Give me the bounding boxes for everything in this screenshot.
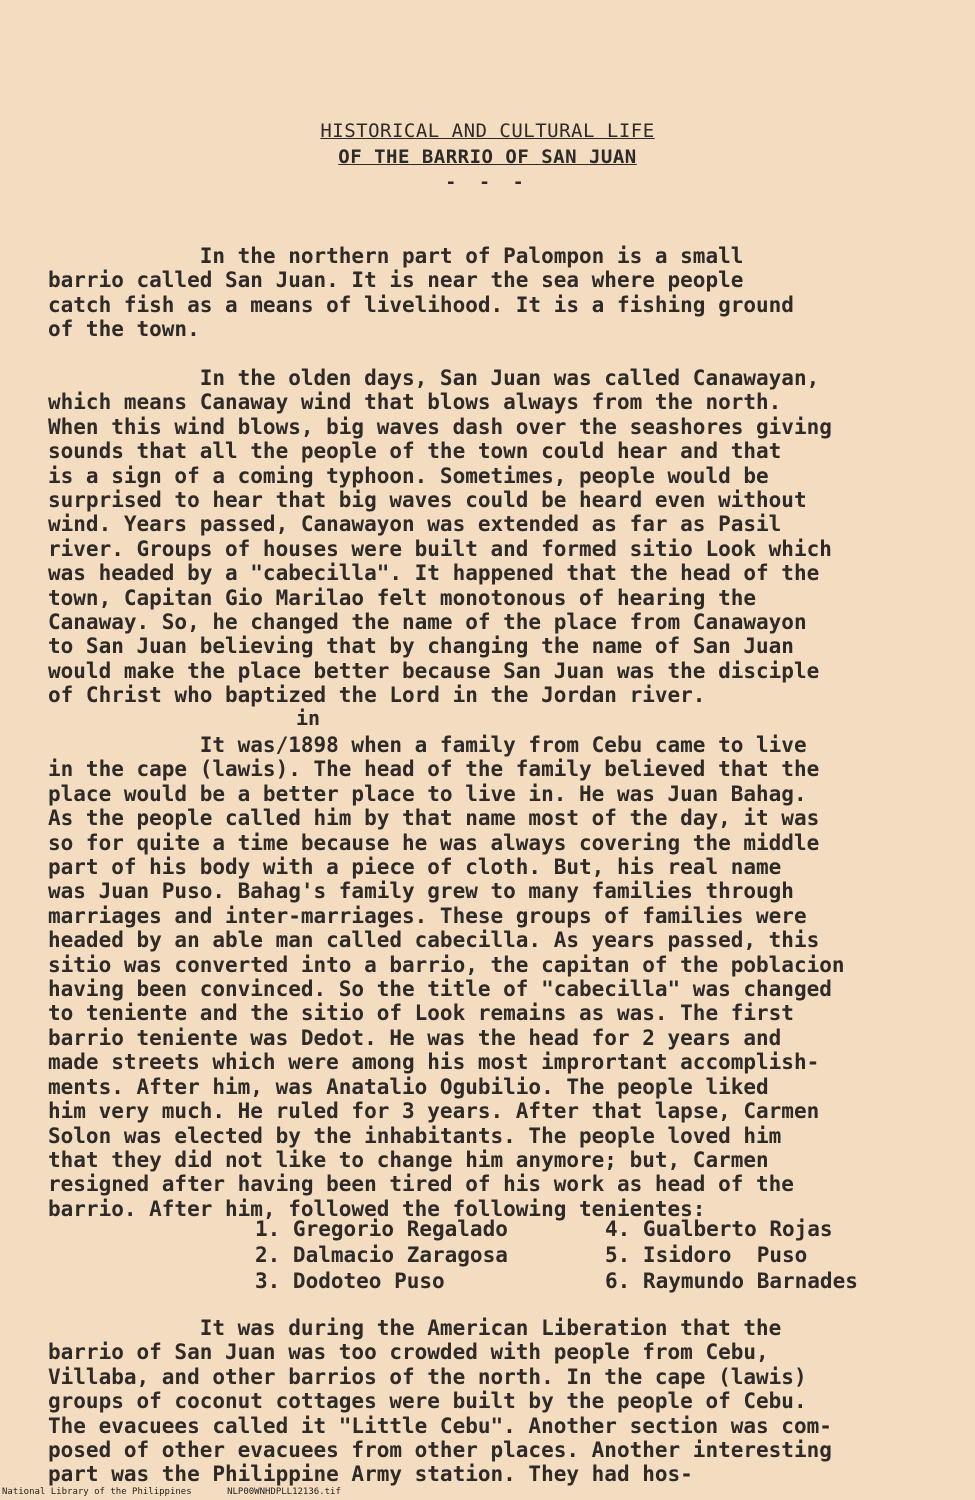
title-line-1: HISTORICAL AND CULTURAL LIFE <box>320 120 655 142</box>
list-item: 4. Gualberto Rojas <box>605 1217 833 1241</box>
handwritten-insertion: in <box>296 706 321 730</box>
list-item: 2. Dalmacio Zaragosa <box>255 1243 508 1267</box>
list-item: 5. Isidoro Puso <box>605 1243 808 1267</box>
list-item: 1. Gregorio Regalado <box>255 1217 508 1241</box>
tenientes-list-column-1 <box>255 1216 508 1294</box>
paragraph-4: It was during the American Liberation that the barrio of San Juan was too crowded with people from Cebu, Villaba, and other barrios of the north. In the cape (lawis) groups of coconut cottages were built by the people of Cebu. The evacuees called it "Little Cebu". Another section was com- posed of other evacuees from other places. Another interesting part was the Philippine Army station. They had hos- <box>48 1316 832 1487</box>
title-divider: - - - <box>445 172 530 193</box>
list-item: 3. Dodoteo Puso <box>255 1269 445 1293</box>
file-name: NLP00WNHDPLL12136.tif <box>227 1487 341 1497</box>
library-name: National Library of the Philippines <box>2 1487 192 1497</box>
tenientes-list-column-2 <box>605 1216 858 1294</box>
scan-footer <box>2 1487 371 1497</box>
paragraph-3: It was/1898 when a family from Cebu came to live in the cape (lawis). The head of the family believed that the place would be a better place to live in. He was Juan Bahag. As the people called him by that name most of the day, it was so for quite a time because he was always covering the middle part of his body with a piece of cloth. But, his real name was Juan Puso. Bahag's family grew to many families through marriages and inter-marriages. These groups of families were headed by an able man called cabecilla. As years passed, this sitio was converted into a barrio, the capitan of the poblacion having been convinced. So the title of "cabecilla" was changed to teniente and the sitio of Look remains as was. The first barrio teniente was Dedot. He was the head for 2 years and made streets which were among his most imprortant accomplish- ments. After him, was Anatalio Ogubilio. The people liked him very much. He ruled for 3 years. After that lapse, Carmen Solon was elected by the inhabitants. The people loved him that they did not like to change him anymore; but, Carmen resigned after having been tired of his work as head of the barrio. After him, followed the following tenientes: <box>48 733 845 1221</box>
list-item: 6. Raymundo Barnades <box>605 1269 858 1293</box>
document-title <box>0 118 975 170</box>
paragraph-2: In the olden days, San Juan was called Canawayan, which means Canaway wind that blows always from the north. When this wind blows, big waves dash over the seashores giving sounds that all the people of the town could hear and that is a sign of a coming typhoon. Sometimes, people would be surprised to hear that big waves could be heard even without wind. Years passed, Canawayon was extended as far as Pasil river. Groups of houses were built and formed sitio Look which was headed by a "cabecilla". It happened that the head of the town, Capitan Gio Marilao felt monotonous of hearing the Canaway. So, he changed the name of the place from Canawayon to San Juan believing that by changing the name of San Juan would make the place better because San Juan was the disciple of Christ who baptized the Lord in the Jordan river. <box>48 366 832 708</box>
title-line-2: OF THE BARRIO OF SAN JUAN <box>338 146 637 168</box>
paragraph-1: In the northern part of Palompon is a small barrio called San Juan. It is near the sea where people catch fish as a means of livelihood. It is a fishing ground of the town. <box>48 244 794 342</box>
